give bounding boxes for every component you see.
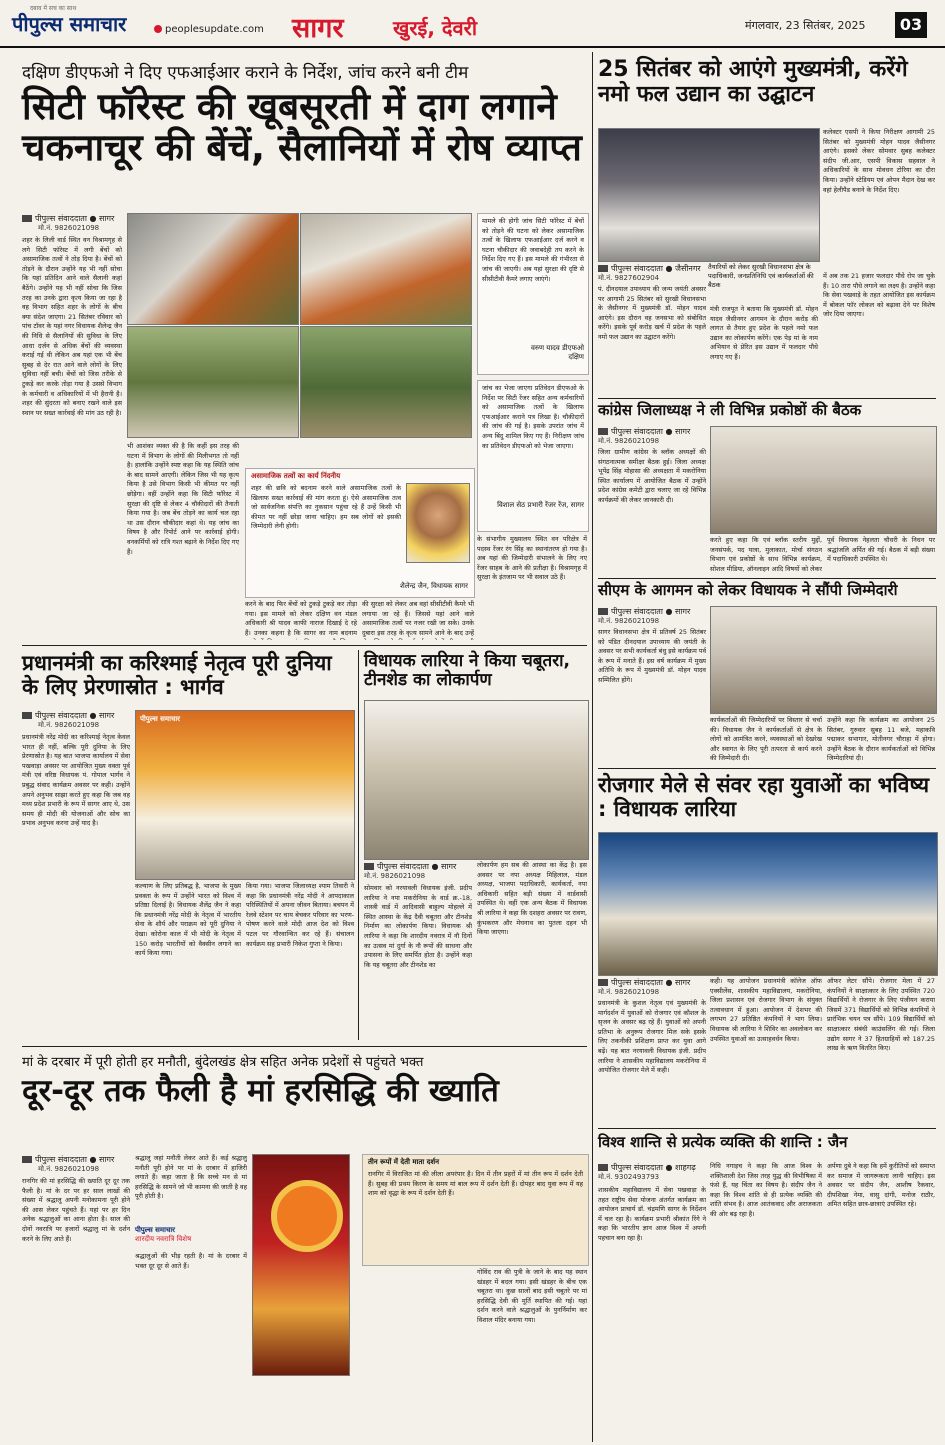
story4-headline[interactable]: सीएम के आगमन को लेकर विधायक ने सौंपी जिम्मेदारी [598,581,898,599]
quote-mla-box [245,468,475,598]
story4-col3: उन्होंने कहा कि कार्यक्रम का आयोजन 25 सितंबर, गुरुवार सुबह 11 बजे, महाकवि पद्माकर सभागार, मोतीनगर चौराहा में होगा। उन्होंने बैठक के दौरान कार्यकर्ताओं को विभिन्न जिम्मेदारियां दी। [827,716,935,763]
story2-headline[interactable]: 25 सितंबर को आएंगे मुख्यमंत्री, करेंगे नमो फल उद्यान का उद्घाटन [598,57,908,107]
section-divider-1 [22,645,587,646]
column-divider-2 [358,650,359,1040]
story1-col5: के संभागीय मुख्यालय स्थित वन परिक्षेत्र में पदस्थ रेंजर रंग सिंह का स्थानांतरण हो गया है। अब यहां की जिम्मेदारी संभालने के लिए नए रेंजर साहब के आने की प्रतीक्षा है। विश्रामगृह में सुरक्षा के इंतजाम पर भी सवाल उठे हैं। [477,535,587,582]
special-logo-subtitle: शारदीय नवरात्रि विशेष [135,1235,192,1243]
story9-col3: श्रद्धालुओं की भीड़ रहती है। मां के दरबार में भक्त दूर दूर से आते हैं। [135,1252,247,1270]
section-divider-6 [22,1046,587,1047]
story3-mobile: मो.नं. 9826021098 [598,437,660,445]
story7-col1: प्रधानमंत्री के कुशल नेतृत्व एवं मुख्यमंत्री के मार्गदर्शन में युवाओं को रोजगार एवं कौशल के सृजन के अवसर बढ़ रहे हैं। युवाओं को अपनी प्रतिभा के अनुरूप रोजगार मिल सके इसके लिए तकनीकी प्रशिक्षण प्राप्त कर युवा आगे बढ़ें। यह बात नरयावली विधायक इंजी. प्रदीप लारिया ने शासकीय महाविद्यालय मकरोनिया में आयोजित रोजगार मेले में कही। [598,999,706,1075]
story4-col1: सागर विधानसभा क्षेत्र में प्रतिवर्ष 25 सितंबर को पंडित दीनदयाल उपाध्याय की जयंती के अवसर पर सभी कार्यकर्ता बंधु इसे कार्यक्रम पर्व के रूप में मनाते हैं। इस वर्ष कार्यक्रम में मुख्य अतिथि के रूप में मुख्यमंत्री डॉ. मोहन यादव सम्मिलित होंगे। [598,628,706,684]
edition-subtitle: खुरई, देवरी [393,16,478,40]
globe-icon [154,25,162,33]
story4-mobile: मो.नं. 9826021098 [598,617,660,625]
quote-ranger-text: जांच का भेजा जाएगा प्रतिवेदन डीएफओ के निर्देश पर सिटी रेंजर सहित अन्य कर्मचारियों को असामाजिक तत्वों के खिलाफ एफआईआर कराने पत्र लिखा है। चौकीदारों की जांच की गई है। इसके उपरांत जांच में अन्य बिंदु शामिल किए गए हैं। निरीक्षण जांच का प्रतिवेदन डीएफओ को भेजा जाएगा। [482,384,584,450]
issue-date: मंगलवार, 23 सितंबर, 2025 [745,19,866,32]
story2-intro: कलेक्टर एसपी ने किया निरीक्षण आगामी 25 सितंबर को मुख्यमंत्री मोहन यादव जैसीनगर आएंगे। इसको लेकर सोमवार सुबह कलेक्टर संदीप जी.आर, एसपी विकास सहवाल ने अधिकारियों के साथ मोवधन टोरिया का दौरा किया। उन्होंने स्टेडियम एवं ओपन मैदान देख कर वहां हेलीपैड बनाने के निर्देश दिए। [823,128,935,194]
story3-headline[interactable]: कांग्रेस जिलाध्यक्ष ने ली विभिन्न प्रकोष्ठों की बैठक [598,401,862,419]
quote-dfo-name: वरुण यादव डीएफओ दक्षिण [530,344,584,361]
story5-byline: पीपुल्स संवाददाता ● सागर [22,710,114,721]
edition-title: सागर [292,13,344,44]
special-logo [135,1226,247,1248]
story8-byline: पीपुल्स संवाददाता ● शाहगढ़ [598,1162,696,1173]
story3-col3: पूर्व विधायक नेहलता चौधरी के निधन पर श्रद्धांजलि अर्पित की गई। बैठक में बड़ी संख्या में पदाधिकारी उपस्थित थे। [827,536,935,564]
quote-dfo-text: मामले की होगी जांच सिटी फॉरेस्ट में बेंचों को तोड़ने की घटना को लेकर असामाजिक तत्वों के खिलाफ एफआईआर दर्ज करने व घटना चौकीदार की जवाबदेही तय करने के निर्देश दिए गए हैं। इस मामले की गंभीरता से जांच की जाएगी। अब यहां सुरक्षा की दृष्टि से सीसीटीवी कैमरे लगाए जाएंगे। [482,217,584,283]
story9-kicker: मां के दरबार में पूरी होती हर मनौती, बुंदेलखंड क्षेत्र सहित अनेक प्रदेशों से पहुंचते भक्त [22,1055,424,1070]
story5-headline[interactable]: प्रधानमंत्री का करिश्माई नेतृत्व पूरी दुनिया के लिए प्रेरणास्रोत : भार्गव [22,651,332,699]
quote-mla-name: शैलेन्द्र जैन, विधायक सागर [400,582,468,590]
quote-mla-title: असामाजिक तत्वों का कार्य निंदनीय [251,472,341,480]
story7-col3: ऑफर लेटर सौंपे। रोजगार मेला में 27 कंपनियों ने साक्षात्कार के लिए उपस्थित 720 विद्यार्थियों ने रोजगार के लिए पंजीयन कराया जिसमें 371 विद्यार्थियों को विभिन्न कंपनियों ने प्रारंभिक चयन पत्र सौंपे। 109 विद्यार्थियों को साक्षात्कार संबंधी काउंसलिंग की गई। जिला उद्योग सागर ने 37 हितग्राहियों को 187.25 लाख के ऋण वितरित किए। [827,977,935,1053]
story9-col1: रानगिर की मां हरसिद्धि की ख्याति दूर दूर तक फैली है। मां के दर पर हर साल लाखों की संख्या में श्रद्धालु अपनी मनोकामना पूरी होने की आस लेकर पहुंचते हैं। यहां पर हर दिन अनेक श्रद्धालुओं का आना होता है। साल की दोनों नवरात्रि पर हजारों श्रद्धालु मां के दर्शन करने के लिए आते हैं। [22,1177,130,1243]
story1-byline: पीपुल्स संवाददाता ● सागर [22,213,114,224]
story7-byline: पीपुल्स संवाददाता ● सागर [598,977,690,988]
story9-col2: श्रद्धालु जहां मनौती लेकर आते हैं। कई श्रद्धालु मनौती पूरी होने पर मां के दरबार में हाजिरी लगाते हैं। कहा जाता है कि सच्चे मन से मां हरसिद्धि के सामने जो भी कामना की जाती है वह पूरी होती है। [135,1154,247,1201]
quote-mla-text: शहर की छवि को बदनाम करने वाले असामाजिक तत्वों के खिलाफ सख्त कार्रवाई की मांग करता हूं। ऐसे असामाजिक तत्व जो सार्वजनिक संपत्ति का नुकसान पहुंचा रहे हैं उन्हें किसी भी कीमत पर नहीं छोड़ा जाना चाहिए। हम सब लोगों को इसकी जिम्मेदारी लेनी होगी। [251,484,401,531]
newspaper-logo: पीपुल्स समाचार [12,12,127,36]
congress-meeting-photo [710,426,937,534]
quote-ranger-box [477,380,589,532]
bjp-meeting-photo [710,606,937,714]
harsiddhi-idol-photo [252,1154,350,1376]
column-divider [592,52,593,1442]
story2-col3: में अब तक 21 हजार फलदार पौधे रोप जा चुके हैं। 10 तारा पौधे लगाने का लक्ष्य है। उन्होंने कहा कि सेवा पखवाड़े के तहत आयोजित इस कार्यक्रम में बोकल फॉर लोकल को बढ़ावा देने पर विशेष जोर दिया जाएगा। [823,272,935,319]
section-divider-2 [598,398,936,399]
story6-headline[interactable]: विधायक लारिया ने किया चबूतरा, टीनशेड का लोकार्पण [364,651,571,691]
broken-bench-photo-2 [300,213,472,325]
story4-col2: कार्यकर्ताओं की जिम्मेदारियों पर विस्तार से चर्चा की। विधायक जैन ने कार्यकर्ताओं से क्षेत्र के लोगों को आमंत्रित करने, व्यवस्थाओं को देखरेख और स्वागत के लिए पूरी तत्परता से कार्य करने की जिम्मेदारी दी। [710,716,822,763]
story8-col1: शासकीय महाविद्यालय में सेवा पखवाड़ा के तहत राष्ट्रीय सेवा योजना अंतर्गत कार्यक्रम का आयोजन प्राचार्य डॉ. चंद्रमणि सागर के निर्देशन में चल रहा है। कार्यक्रम प्रभारी श्रीकांत रिंगे ने कहा कि भारतीय ज्ञान आज विश्व में अपनी पहचान बना रहा है। [598,1186,706,1242]
story3-col1: जिला ग्रामीण कांग्रेस के ब्लॉक अध्यक्षों की संगठनात्मक समीक्षा बैठक हुई। जिला अध्यक्ष भूपेंद्र सिंह मोहासा की अध्यक्षता में मकरोनिया स्थित कार्यालय में आयोजित बैठक में उन्होंने प्रदेश कांग्रेस कमेटी द्वारा चलाए जा रहे विभिन्न कार्यक्रमों की लेकर जानकारी दी। [598,448,706,504]
cm-visit-meeting-photo [598,128,820,262]
mla-portrait-photo [406,483,470,563]
idol-halo-icon [271,1180,343,1252]
story2-col1: पं. दीनदयाल उपाध्याय की जन्म जयंती अवसर पर आगामी 25 सितंबर को सुरखी विधानसभा के जैसीनगर में मुख्यमंत्री डॉ. मोहन यादव आएंगे। इस दौरान वह जनसभा को संबोधित करेंगे। इसके पूर्व करोड़ खर्च में प्रदेश के पहले नमो फल उद्यान का उद्घाटन करेंगे। [598,285,706,341]
story3-byline: पीपुल्स संवाददाता ● सागर [598,426,690,437]
story8-col3: अर्पणा दुबे ने कहा कि हमें कुरीतियों को समाप्त कर समाज में जागरूकता लानी चाहिए। इस अवसर पर संदीप जैन, आशीष रैकवार, दीपशिखा नेमा, वासु दांगी, मनोज राठौर, अमित सहित छात्र-छात्राएं उपस्थित रहे। [827,1162,935,1209]
site-url[interactable]: peoplesupdate.com [165,24,264,35]
story2-photo-caption: तैयारियों को लेकर सुरखी विधानसभा क्षेत्र के पदाधिकारी, जनप्रतिनिधि एवं कार्यकर्ताओं की बैठक [708,263,814,289]
story8-headline[interactable]: विश्व शान्ति से प्रत्येक व्यक्ति की शान्ति : जैन [598,1133,848,1151]
story2-mobile: मो.नं. 9827602904 [598,274,660,282]
section-divider-4 [598,768,936,769]
job-fair-photo [598,832,938,976]
special-logo-title: पीपुल्स समाचार [135,1226,176,1234]
story8-col2: निधि नगाइच ने कहा कि आज विश्व के शक्तिशाली देश जिस तरह युद्ध की विभीषिका में फंसे हैं, यह चिंता का विषय है। संदीप जैन ने कहा कि विश्व शांति से ही प्रत्येक व्यक्ति की शांति संभव है। आज आतंकवाद और अराजकता की ओर बढ़ रहा है। [710,1162,822,1218]
story6-col1: सोमवार को नरयावली विधायक इंजी. प्रदीप लारिया ने नपा मकरोनिया के वार्ड क्र.-18, शास्त्री वार्ड में आदिवासी बाहुल्य मोहल्ले में स्थित आस्था के केंद्र दैवी चबूतरा और टीनशेड निर्माण का लोकार्पण किया। विधायक श्री लारिया ने कहा कि शारदीय नवरात्र में नौ दिनों का उत्सव मां दुर्गा के नौ रूपों की साधना और उपासना के लिए समर्पित होता है। उन्होंने कहा कि यह चबूतरा और टीनशेड का [364,884,472,969]
story9-col5: गोविंद राव की पुत्री के जाने के बाद यह स्थान खंडहर में बदल गया। इसी खंडहर के बीच एक चबूतरा था। कुछ सालों बाद इसी चबूतरे पर मां हरसिद्धि देवी की मूर्ति स्थापित की गई। यहां दर्शन करने वाले श्रद्धालुओं के पुनर्निर्माण कर विशाल मंदिर बनाया गया। [477,1268,587,1324]
story9-box [362,1154,589,1266]
section-divider-5 [598,1128,936,1129]
story6-byline: पीपुल्स संवाददाता ● सागर [364,861,456,872]
story7-col2: कही। यह आयोजन प्रधानमंत्री कॉलेज ऑफ एक्सीलेंस, शासकीय महाविद्यालय, मकरोनिया, जिला प्रशासन एवं रोजगार विभाग के संयुक्त तत्वावधान में हुआ। आयोजन में देशभर की लगभग 27 प्रतिष्ठित कंपनियों ने भाग लिया। विधायक श्री लारिया ने शिविर का अवलोकन कर उपस्थित युवाओं का उत्साहवर्धन किया। [710,977,822,1043]
story9-mobile: मो.नं. 9826021098 [38,1165,100,1173]
city-forest-photo [300,326,472,438]
page-number: 03 [895,12,927,38]
story1-col1: शहर के लिली वार्ड स्थित वन विश्रामगृह से लगे सिटी फॉरेस्ट में लगी बेंचों को असामाजिक तत्वों ने तोड़ दिया है। बेंचों को तोड़ने के दौरान उन्होंने यह भी नहीं सोचा कि यहां प्रतिदिन आने वाले सैलानी कहां बैठेंगे। उन्होंने यह भी नहीं सोचा कि जिस तरह का उनके द्वारा कृत्य किया जा रहा है वह विभाग सहित शहर के लोगों के बीच क्या संदेश जाएगा। 21 सितंबर रविवार को पांच टॉवर के यहां नगर विधायक शैलेन्द्र जैन की निधि से सैलानियों की सुविधा के लिए आधा दर्जन से अधिक बेंचों की व्यवस्था कराई गई थी लेकिन अब यहां एक भी बेंच सुबह से देर रात आने वाले लोगों के लिए सुविधा नहीं बची। बेंचों को जिस तरीके से टुकड़े कर करके तोड़ा गया है उससे विभाग के कर्मचारी व अधिकारियों में भी हैरानी है। शहर की सुंदरता को बनाए रखने वाले इस स्थान पर सख्त कार्रवाई की मांग उठ रही है। [22,236,122,417]
story9-subhead: तीन रूपों में देती माता दर्शन [368,1158,439,1166]
photo-logo: पीपुल्स समाचार [140,715,181,723]
story5-mobile: मो.नं. 9826021098 [38,721,100,729]
story9-headline[interactable]: दूर-दूर तक फैली है मां हरसिद्धि की ख्याति [22,1073,499,1109]
story5-col1: प्रधानमंत्री नरेंद्र मोदी का करिश्माई नेतृत्व केवल भारत ही नहीं, बल्कि पूरी दुनिया के लिए प्रेरणास्रोत है। यह बात भाजपा कार्यालय में सेवा पखवाड़ा अवसर पर आयोजित मुख्य वक्ता पूर्व मंत्री एवं वरिष्ठ विधायक पं. गोपाल भार्गव ने प्रबुद्ध संवाद कार्यक्रम अवसर पर कही। उन्होंने अपने अनुभव साझा करते हुए कहा कि जब वह मध्य प्रदेश प्रभारी के रूप में सागर आए थे, उस समय ही मोदी की योजनाओं और सोच का प्रभाव अनुभव करना उन्हें याद है। [22,733,130,828]
story1-col2: भी आशंका व्यक्त की है कि कहीं इस तरह की घटना में विभाग के लोगों की मिलीभगत तो नहीं है। हालांकि उन्होंने स्पष्ट कहा कि यह स्थिति जांच के बाद सामने आएगी। लेकिन जिस भी यह कृत्य किया है उसे विभाग किसी भी कीमत पर नहीं छोड़ेगा। वहीं उन्होंने कहा कि सिटी फॉरेस्ट में सुरक्षा की दृष्टि से लेकर 4 चौकीदारों की तैनाती किया गया है। जब बेंच तोड़ने का कार्य चल रहा था उस दौरान चौकीदार कहां थे। यह जांच का विषय है और रिपोर्ट आने पर कार्रवाई होगी। वनकर्मियों को रात्रि गश्त बढ़ाने के निर्देश दिए गए हैं। [127,442,239,556]
story1-headline[interactable]: सिटी फॉरेस्ट की खूबसूरती में दाग लगाने चकनाचूर की बेंचें, सैलानियों में रोष व्याप्त [22,85,582,170]
story7-mobile: मो.नं. 9826021098 [598,988,660,996]
story5-col3: किया गया। भाजपा जिलाध्यक्ष श्याम तिवारी ने कहा कि प्रधानमंत्री नरेंद्र मोदी ने आपदाकाल परिस्थितियों में अपना जीवन बिताया। बचपन में रेलवे स्टेशन पर चाय बेचकर परिवार का भरण-पोषण करने वाले मोदी आज देश को विश्व पटल पर गौरवान्वित कर रहे हैं। संचालन कार्यक्रम सह प्रभारी निकेश गुप्ता ने किया। [246,882,354,948]
bjp-leaders-stage-photo [135,710,355,880]
story3-col2: करते हुए कहा कि एवं ब्लॉक स्तरीय मुद्दों, जनसंपर्क, पद यात्रा, मुलाकात, मोर्चा संगठन विभाग एवं प्रकोष्ठों के साथ विभिन्न कार्यक्रम, सोशल मीडिया, ऑनलाइन आदि विषयों को लेकर [710,536,822,573]
story1-col3: करने के बाद फिर बेंचों को टुकड़े टुकड़े कर तोड़ा गया। इस मामले को लेकर दक्षिण वन मंडल अधिकारी श्री यादव काफी नाराज दिखाई दे रहे हैं। उनका कहना है कि सागर का नाम बदनाम [245,600,357,637]
broken-bench-photo-1 [127,213,299,325]
story9-col4: रानगिर में विराजित मां की लीला अपरंपार है। दिन में तीन प्रहरों में मां तीन रूप में दर्शन देती हैं। सुबह की प्रथम किरण के समय मां बाल रूप में दर्शन देती हैं। दोपहर बाद युवा रूप में यह शाम को वृद्धा के रूप में दर्शन देती हैं। [368,1170,583,1198]
story9-byline: पीपुल्स संवाददाता ● सागर [22,1154,114,1165]
story1-kicker: दक्षिण डीएफओ ने दिए एफआईआर कराने के निर्देश, जांच करने बनी टीम [22,63,469,83]
story4-byline: पीपुल्स संवाददाता ● सागर [598,606,690,617]
story1-col4: की सुरक्षा को लेकर अब वहां सीसीटीवी कैमरे भी लगाया जा रहे हैं। जिससे यहां आने वाले असामाजिक तत्वों पर नजर रखी जा सके। उनके दुबारा इस तरह के कृत्य सामने आने के बाद उन्हें [362,600,474,637]
quote-dfo-box [477,213,589,375]
logo-tagline: दबाव में सच का साथ [30,5,77,12]
story7-headline[interactable]: रोजगार मेले से संवर रहा युवाओं का भविष्य : विधायक लारिया [598,773,930,821]
ribbon-cutting-photo [364,700,589,860]
story6-col2: लोकार्पण हम सब की आस्था का केंद्र है। इस अवसर पर नपा अध्यक्ष मिहिलाल, मंडल अध्यक्ष, भाजपा पदाधिकारी, कार्यकर्ता, नपा अधिकारी सहित बड़ी संख्या में वार्डवासी उपस्थित थे। वहीं एक अन्य बैठक में विधायक श्री लारिया ने कहा कि दशहरा अवसर पर रावण, कुंभकरण और मेघनाथ का पुतला दहन भी किया जाएगा। [477,861,587,937]
story5-col2: कल्याण के लिए प्रतिबद्ध है, भाजपा के मुख्य प्रवक्ता के रूप में उन्होंने भारत को विश्व में प्रतिष्ठा दिलाई है। विधायक शैलेंद्र जैन ने कहा कि प्रधानमंत्री नरेंद्र मोदी के नेतृत्व में भारतीय सेना के शौर्य और पराक्रम को पूरी दुनिया ने देखा। कोरोना काल में भी मोदी के नेतृत्व में 150 करोड़ भारतीयों को वैक्सीन लगाने का कार्य किया गया। [135,882,241,958]
story8-mobile: मो.नं. 9302493793 [598,1173,660,1181]
story2-byline: पीपुल्स संवाददाता ● जैसीनगर [598,263,701,274]
quote-ranger-name: विशाल सेठ प्रभारी रेंजर रेंज, सागर [497,501,584,509]
story2-col2: मंत्री राजपूत ने बताया कि मुख्यमंत्री डॉ. मोहन यादव जैसीनगर आगमन के दौरान करोड़ की लागत से तैयार हुए प्रदेश के पहले नमो फल उद्यान का लोकार्पण करेंगे। एक पेड़ मां के नाम अभियान से प्रेरित इस उद्यान में फलदार पौधे लगाए गए हैं। [710,305,818,361]
story6-mobile: मो.नं. 9826021098 [364,872,426,880]
section-divider-3 [598,578,936,579]
story1-mobile: मो.नं. 9826021098 [38,224,100,232]
broken-bench-photo-3 [127,326,299,438]
